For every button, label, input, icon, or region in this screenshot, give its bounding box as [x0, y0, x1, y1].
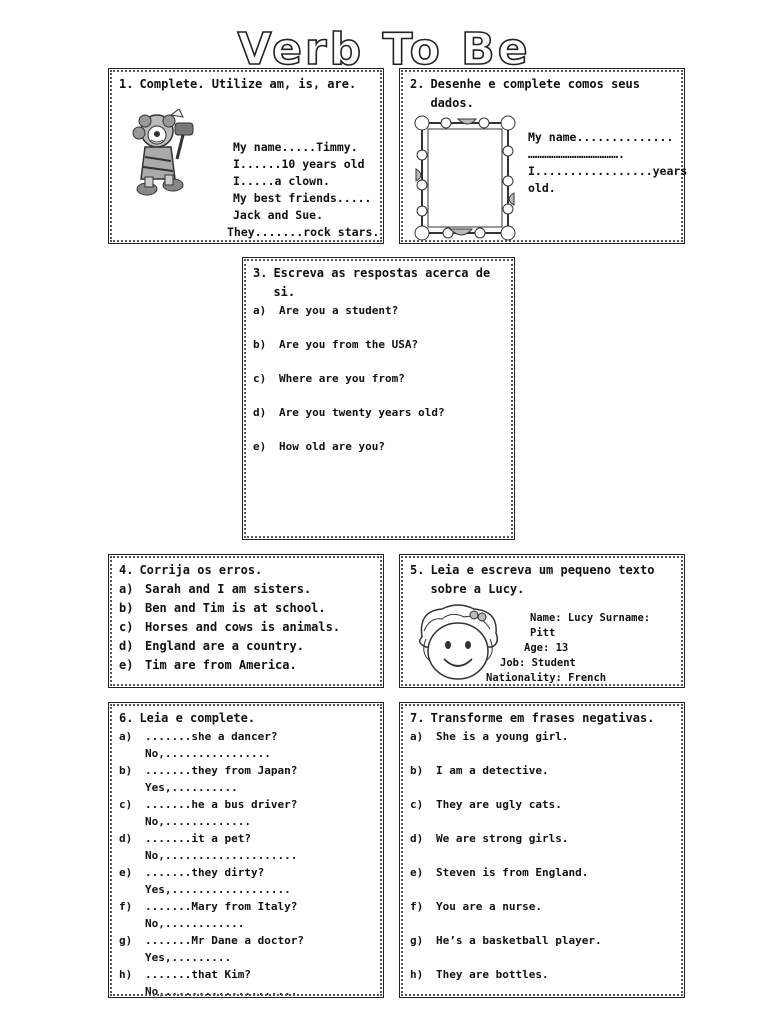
sentence-list	[410, 728, 674, 1000]
clown-icon	[131, 109, 201, 204]
item-text: Where are you from?	[279, 372, 405, 385]
item-text: Steven is from England.	[436, 866, 589, 879]
title-text: Verb To Be	[237, 24, 531, 72]
exercise-3-heading	[253, 264, 504, 302]
item-letter: e)	[410, 866, 424, 879]
answer-line: No,.............	[145, 815, 251, 828]
exercise-number: 5.	[410, 563, 425, 577]
exercise-7-heading	[410, 709, 674, 728]
item-text: .......that Kim?	[145, 968, 251, 981]
exercise-5-heading	[410, 561, 674, 599]
lucy-profile	[400, 611, 686, 686]
text-line: My best friends.....	[233, 191, 372, 205]
exercise-6-heading	[119, 709, 373, 728]
item-text: .......he a bus driver?	[145, 798, 298, 811]
text-line: Nationality: French	[486, 672, 607, 684]
exercise-number: 6.	[119, 711, 134, 725]
exercise-instruction: Escreva as respostas acerca de si.	[273, 266, 491, 299]
exercise-number: 2.	[410, 77, 425, 91]
text-line: old.	[528, 181, 556, 195]
question-list	[253, 302, 504, 472]
exercise-instruction: Leia e complete.	[139, 711, 256, 725]
item-letter: d)	[410, 832, 424, 845]
answer-line: No,................	[145, 747, 271, 760]
item-letter: g)	[119, 934, 133, 947]
list-item	[119, 864, 373, 898]
list-item	[410, 728, 674, 762]
exercise-instruction: Transforme em frases negativas.	[430, 711, 655, 725]
text-line: Age: 13	[524, 642, 569, 654]
exercise-number: 1.	[119, 77, 134, 91]
text-line: My name..............	[528, 130, 674, 144]
item-letter: c)	[410, 798, 424, 811]
text-line: They.......rock stars.	[227, 225, 380, 239]
item-text: .......they dirty?	[145, 866, 265, 879]
item-letter: c)	[119, 620, 134, 634]
exercise-1-box	[108, 68, 384, 244]
list-item	[410, 762, 674, 796]
item-text: Ben and Tim is at school.	[145, 601, 326, 615]
text-line: I.................years	[528, 164, 688, 178]
exercise-4-heading	[119, 561, 373, 580]
list-item	[119, 796, 373, 830]
item-text: .......she a dancer?	[145, 730, 278, 743]
text-line: Job: Student	[500, 657, 576, 669]
floral-frame-icon	[414, 115, 516, 244]
exercise-2-text	[528, 129, 687, 197]
item-text: You are a nurse.	[436, 900, 542, 913]
list-item	[410, 966, 674, 1000]
item-letter: e)	[119, 866, 133, 879]
item-text: She is a young girl.	[436, 730, 569, 743]
text-line: I......10 years old	[233, 157, 365, 171]
item-letter: a)	[119, 582, 134, 596]
list-item	[119, 830, 373, 864]
answer-line: Yes,..........	[145, 781, 238, 794]
item-text: He’s a basketball player.	[436, 934, 602, 947]
item-text: .......they from Japan?	[145, 764, 298, 777]
list-item	[253, 302, 504, 336]
item-letter: d)	[253, 406, 267, 419]
answer-line: Yes,.........	[145, 951, 232, 964]
exercise-5-box	[399, 554, 685, 688]
item-letter: d)	[119, 639, 134, 653]
question-list	[119, 728, 373, 1000]
list-item	[410, 932, 674, 966]
exercise-number: 4.	[119, 563, 134, 577]
item-letter: d)	[119, 832, 133, 845]
item-letter: e)	[119, 658, 134, 672]
exercise-instruction: Complete. Utilize am, is, are.	[139, 77, 357, 91]
item-text: They are bottles.	[436, 968, 549, 981]
item-text: I am a detective.	[436, 764, 549, 777]
exercise-2-heading	[410, 75, 674, 113]
exercise-6-box	[108, 702, 384, 998]
answer-line: No,....................	[145, 985, 298, 998]
item-letter: a)	[119, 730, 133, 743]
item-letter: f)	[119, 900, 133, 913]
list-item	[119, 762, 373, 796]
list-item	[410, 864, 674, 898]
item-text: Horses and cows is animals.	[145, 620, 341, 634]
item-text: Are you a student?	[279, 304, 399, 317]
text-line: Name: Lucy Surname:	[530, 612, 651, 624]
list-item	[119, 898, 373, 932]
list-item	[119, 656, 373, 675]
list-item	[119, 580, 373, 599]
item-letter: h)	[410, 968, 424, 981]
item-letter: e)	[253, 440, 267, 453]
exercise-7-box	[399, 702, 685, 998]
list-item	[119, 966, 373, 1000]
text-line: Jack and Sue.	[233, 208, 324, 222]
list-item	[410, 796, 674, 830]
item-letter: a)	[253, 304, 267, 317]
text-line: My name.....Timmy.	[233, 140, 358, 154]
exercise-instruction: Leia e escreva um pequeno texto sobre a Lucy.	[430, 563, 655, 596]
item-text: .......Mr Dane a doctor?	[145, 934, 304, 947]
answer-line: No,............	[145, 917, 245, 930]
list-item	[119, 618, 373, 637]
item-text: England are a country.	[145, 639, 304, 653]
item-text: They are ugly cats.	[436, 798, 562, 811]
list-item	[119, 728, 373, 762]
list-item	[253, 438, 504, 472]
exercise-3-box	[242, 257, 515, 540]
item-letter: b)	[410, 764, 424, 777]
item-text: Are you from the USA?	[279, 338, 419, 351]
exercise-1-heading	[119, 75, 373, 94]
exercise-1-text	[227, 139, 380, 241]
exercise-number: 3.	[253, 266, 268, 280]
item-text: Sarah and I am sisters.	[145, 582, 312, 596]
item-letter: c)	[253, 372, 267, 385]
item-letter: b)	[253, 338, 267, 351]
exercise-4-box	[108, 554, 384, 688]
answer-line: Yes,..................	[145, 883, 291, 896]
exercise-instruction: Corrija os erros.	[139, 563, 263, 577]
item-text: How old are you?	[279, 440, 385, 453]
list-item	[119, 932, 373, 966]
list-item	[253, 404, 504, 438]
list-item	[410, 830, 674, 864]
item-text: Are you twenty years old?	[279, 406, 445, 419]
list-item	[119, 637, 373, 656]
text-line: ………………………………….	[528, 147, 625, 161]
item-letter: g)	[410, 934, 424, 947]
item-text: .......Mary from Italy?	[145, 900, 298, 913]
text-line: I.....a clown.	[233, 174, 330, 188]
exercise-instruction: Desenhe e complete comos seus dados.	[430, 77, 640, 110]
answer-line: No,....................	[145, 849, 298, 862]
item-letter: c)	[119, 798, 133, 811]
exercise-2-box	[399, 68, 688, 244]
item-letter: f)	[410, 900, 424, 913]
item-text: .......it a pet?	[145, 832, 251, 845]
item-letter: a)	[410, 730, 424, 743]
text-line: Pitt	[530, 627, 556, 639]
list-item	[253, 370, 504, 404]
item-letter: h)	[119, 968, 133, 981]
item-letter: b)	[119, 764, 133, 777]
exercise-number: 7.	[410, 711, 425, 725]
item-text: We are strong girls.	[436, 832, 569, 845]
worksheet-title	[0, 22, 768, 72]
item-text: Tim are from America.	[145, 658, 297, 672]
list-item	[253, 336, 504, 370]
title-wordart	[174, 22, 594, 72]
list-item	[119, 599, 373, 618]
list-item	[410, 898, 674, 932]
sentence-list	[119, 580, 373, 675]
item-letter: b)	[119, 601, 134, 615]
